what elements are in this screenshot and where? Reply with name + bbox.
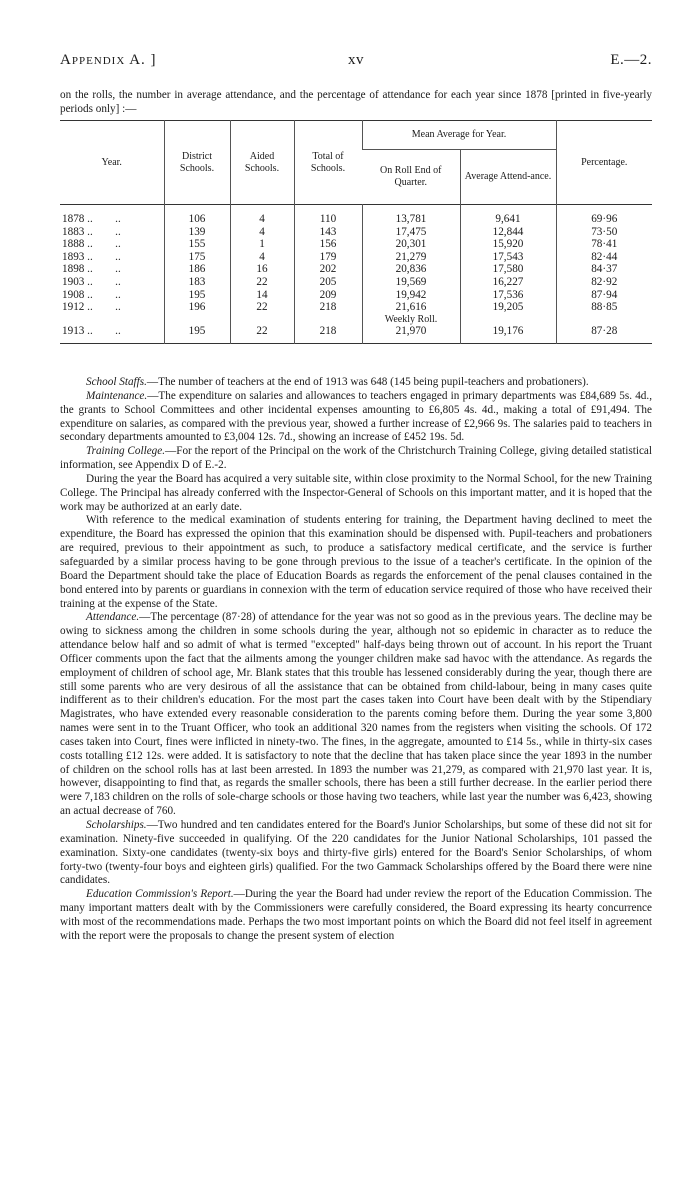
cell-roll: 19,569	[362, 276, 460, 289]
attendance-table	[60, 120, 652, 344]
header-on-roll: On Roll End of Quarter.	[380, 165, 442, 188]
header-percentage: Percentage.	[556, 121, 652, 205]
header-mean-average: Mean Average for Year.	[362, 121, 556, 150]
weekly-roll-value: 21,970	[395, 324, 427, 337]
cell-attend: 19,205	[460, 301, 556, 314]
cell-district: 195	[164, 314, 230, 344]
cell-aided: 22	[230, 314, 294, 344]
cell-aided: 16	[230, 263, 294, 276]
cell-district: 195	[164, 289, 230, 302]
cell-total: 143	[294, 226, 362, 239]
cell-attend: 17,580	[460, 263, 556, 276]
cell-attend: 9,641	[460, 213, 556, 226]
body-paragraph: School Staffs.—The number of teachers at the end of 1913 was 648 (145 being pupil-teachers and probationers).	[86, 376, 589, 388]
cell-year: 1888 .. ..	[62, 238, 121, 251]
header-district-schools: District Schools.	[164, 121, 230, 205]
table-row	[60, 314, 652, 344]
cell-year: 1913 .. ..	[62, 324, 121, 337]
cell-aided: 4	[230, 226, 294, 239]
cell-district: 139	[164, 226, 230, 239]
cell-year: 1883 .. ..	[62, 225, 121, 238]
cell-total: 202	[294, 263, 362, 276]
cell-attend: 12,844	[460, 226, 556, 239]
body-paragraph: During the year the Board has acquired a very suitable site, within close proximity to the Normal School, for the new Training College. The Principal has already conferred with the Inspector-General of Schools on this important matter, and it is hoped that the work may be authorized at an early date.	[60, 472, 652, 513]
cell-district: 155	[164, 238, 230, 251]
header-page-number: xv	[348, 52, 364, 68]
table-body	[60, 205, 652, 344]
cell-pct: 78·41	[556, 238, 652, 251]
cell-roll: 20,301	[362, 238, 460, 251]
cell-year: 1912 .. ..	[62, 301, 121, 314]
cell-aided: 4	[230, 213, 294, 226]
cell-pct: 73·50	[556, 226, 652, 239]
body-paragraph: Education Commission's Report.—During the year the Board had under review the report of the Education Commission. The many important matters dealt with by the Commissioners were carefully considered, the Board expressing its hearty concurrence with most of the recommendations made. Perhaps the two most important points on which the Board did not feel itself in agreement with the report were the proposals to change the present system of election	[60, 888, 652, 942]
body-text	[60, 376, 652, 944]
cell-district: 106	[164, 213, 230, 226]
paragraph-heading: Maintenance.	[86, 389, 148, 402]
table-row	[60, 213, 652, 226]
table-row	[60, 226, 652, 239]
cell-total: 179	[294, 251, 362, 264]
cell-aided: 22	[230, 276, 294, 289]
header-year: Year.	[101, 156, 122, 168]
cell-district: 186	[164, 263, 230, 276]
cell-pct: 88·85	[556, 301, 652, 314]
cell-aided: 14	[230, 289, 294, 302]
cell-attend: 15,920	[460, 238, 556, 251]
cell-attend: 17,536	[460, 289, 556, 302]
body-paragraph: Maintenance.—The expenditure on salaries and allowances to teachers engaged in primary departments was £84,689 5s. 4d., the grants to School Committees and other incidental expenses amounting to £6,805 4s. 4d., making a total of £91,494. The expenditure on salaries, as compared with the previous year, showed a further increase of £2,966 9s. The salaries paid to teachers in secondary departments amounted to £3,004 12s. 7d., showing an increase of £452 19s. 5d.	[60, 389, 652, 444]
cell-pct: 82·92	[556, 276, 652, 289]
table-row	[60, 251, 652, 264]
body-paragraph: Training College.—For the report of the Principal on the work of the Christchurch Training College, giving detailed statistical information, see Appendix D of E.-2.	[60, 445, 652, 472]
cell-total: 110	[294, 213, 362, 226]
header-aided-schools: Aided Schools.	[230, 121, 294, 205]
cell-pct: 69·96	[556, 213, 652, 226]
cell-pct: 84·37	[556, 263, 652, 276]
cell-roll: 13,781	[362, 213, 460, 226]
header-appendix: Appendix A. ]	[60, 52, 157, 68]
table-row	[60, 263, 652, 276]
table-row	[60, 301, 652, 314]
cell-year: 1878 .. ..	[62, 213, 121, 225]
body-paragraph: Attendance.—The percentage (87·28) of attendance for the year was not so good as in the previous years. The decline may be owing to sickness among the children in some schools during the year, although not so epidemic in character as to reduce the attendance below half and so admit of what is termed "excepted" half-days being thrown out of account. In his report the Truant Officer comments upon the fact that the ailments among the younger children make sad havoc with the attendance. As regards the employment of children of school age, Mr. Blank states that this trouble has lessened considerably during the year, though there are still some parents who are very desirous of all the assistance that can be obtained from child-labour, being in many cases quite indifferent as to their children's education. For the most part the cases taken into Court have been dealt with by the Stipendiary Magistrates, who have extended every reasonable consideration to the parents coming before them. During the year some 3,800 names were sent in to the Truant Officer, who took an additional 320 names from the registers when visiting the schools. Of 172 cases taken into Court, fines were inflicted in ninety-two. The fines, in the aggregate, amounted to £14 5s., while in thirty-six cases costs totalling £12 12s. were added. It is satisfactory to note that the decline that has taken place since the year 1893 in the number of children on the school rolls has at last been arrested. In 1893 the number was 21,279, as compared with 21,970 last year. It is, however, disappointing to find that, as regards the smaller schools, there has been a still further decrease. In the earlier period there were 7,183 children on the rolls of sole-charge schools or those having two teachers, while last year the number was 6,423, showing an actual decrease of 760.	[60, 611, 652, 818]
table-row	[60, 238, 652, 251]
cell-year: 1893 .. ..	[62, 250, 121, 263]
cell-district: 183	[164, 276, 230, 289]
cell-roll: 17,475	[362, 226, 460, 239]
cell-aided: 22	[230, 301, 294, 314]
cell-pct: 87·28	[556, 314, 652, 344]
cell-aided: 4	[230, 251, 294, 264]
intro-text: on the rolls, the number in average attendance, and the percentage of attendance for each year since 1878 [printed in five-yearly periods only] :—	[60, 89, 652, 115]
table-row	[60, 276, 652, 289]
cell-attend: 17,543	[460, 251, 556, 264]
header-average-attendance: Average Attend-ance.	[460, 150, 556, 205]
header-total-schools: Total of Schools.	[294, 121, 362, 205]
cell-year: 1903 .. ..	[62, 275, 121, 288]
cell-attend: 16,227	[460, 276, 556, 289]
paragraph-heading: Training College.	[86, 445, 166, 458]
cell-year: 1908 .. ..	[62, 288, 121, 301]
body-paragraph: Scholarships.—Two hundred and ten candidates entered for the Board's Junior Scholarships, but some of these did not sit for examination. Ninety-five succeeded in qualifying. Of the 220 candidates for the Junior National Scholarships, 101 passed the examination. Sixty-one candidates (twenty-six boys and thirty-five girls) entered for the Board's Senior Scholarships, of whom forty-two (twenty-four boys and eighteen girls) qualified. For the two Gammack Scholarships offered by the Board there were nine candidates.	[60, 819, 652, 887]
cell-district: 175	[164, 251, 230, 264]
paragraph-heading: Scholarships.	[86, 819, 147, 831]
cell-total: 156	[294, 238, 362, 251]
cell-total: 218	[294, 301, 362, 314]
header-reference: E.—2.	[610, 52, 652, 68]
page-header	[60, 52, 652, 72]
cell-pct: 87·94	[556, 289, 652, 302]
paragraph-heading: Attendance.	[86, 611, 140, 624]
cell-aided: 1	[230, 238, 294, 251]
cell-district: 196	[164, 301, 230, 314]
cell-roll	[362, 314, 460, 344]
cell-pct: 82·44	[556, 251, 652, 264]
paragraph-heading: School Staffs.	[86, 376, 147, 388]
table-row	[60, 289, 652, 302]
cell-roll: 21,279	[362, 251, 460, 264]
cell-total: 205	[294, 276, 362, 289]
cell-roll: 19,942	[362, 289, 460, 302]
cell-total: 218	[294, 314, 362, 344]
cell-roll: 21,616	[362, 301, 460, 314]
paragraph-heading: Education Commission's Report.	[86, 888, 234, 901]
cell-total: 209	[294, 289, 362, 302]
cell-attend: 19,176	[460, 314, 556, 344]
body-paragraph: With reference to the medical examination of students entering for training, the Department having declined to meet the expenditure, the Board has expressed the opinion that this examination should be dispensed with. Pupil-teachers and probationers are required, previous to their appointment as such, to produce a satisfactory medical certificate, and the service is further safeguarded by a similar process having to be gone through previous to the issue of a teacher's certificate. In the opinion of the Board the Department should take the place of Education Boards as regards the enforcement of the penal clauses contained in the bond entered into by parents or guardians in connexion with the term of education service required of those who have received their training at the expense of the State.	[60, 514, 652, 610]
weekly-roll-label: Weekly Roll.	[384, 313, 438, 325]
cell-year: 1898 .. ..	[62, 263, 121, 276]
cell-roll: 20,836	[362, 263, 460, 276]
